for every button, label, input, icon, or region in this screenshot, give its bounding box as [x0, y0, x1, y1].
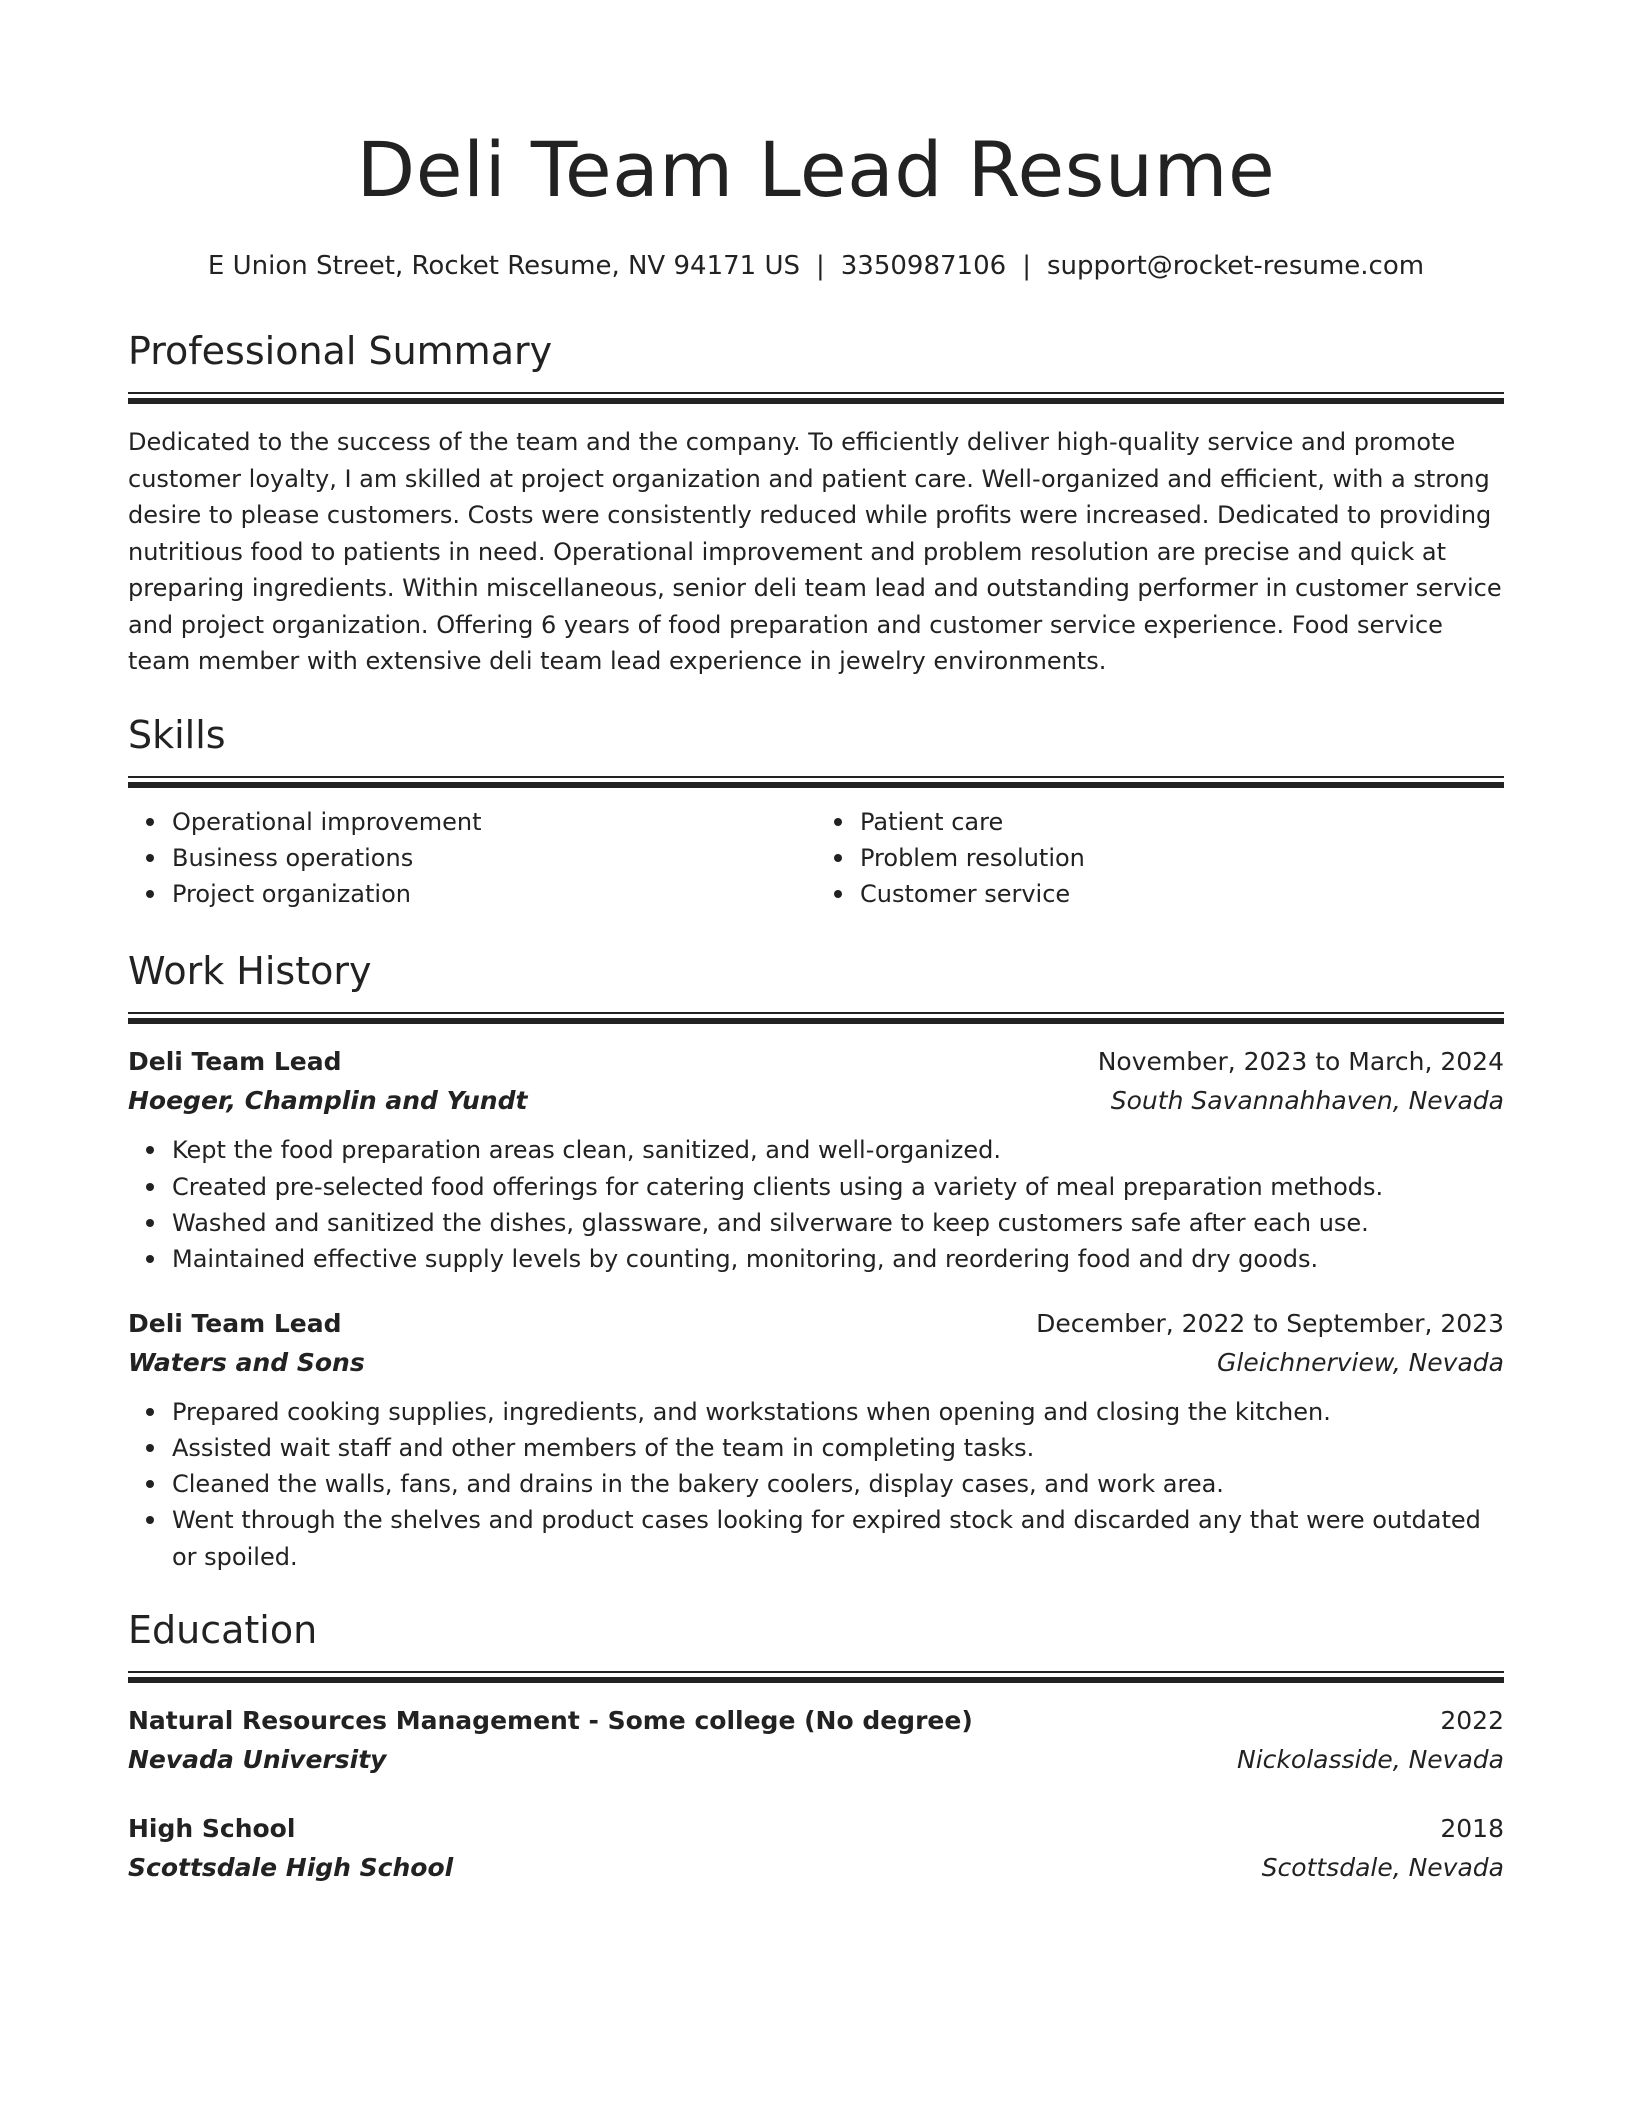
job-duty: Cleaned the walls, fans, and drains in the bakery coolers, display cases, and work area.	[172, 1466, 1504, 1502]
skill-item: Patient care	[860, 804, 1504, 840]
education-entry	[128, 1701, 1504, 1779]
skills-heading: Skills	[128, 712, 226, 757]
education-year: 2018	[1440, 1814, 1504, 1844]
contact-separator: |	[816, 251, 825, 281]
skill-item: Customer service	[860, 876, 1504, 912]
education-location: Scottsdale, Nevada	[1261, 1853, 1504, 1883]
resume-page	[128, 0, 1504, 1887]
job-title-row	[128, 1042, 1504, 1081]
skills-column-right	[816, 804, 1504, 913]
job-company: Waters and Sons	[128, 1347, 365, 1377]
education-school: Nevada University	[128, 1745, 387, 1775]
job-location: Gleichnerview, Nevada	[1217, 1347, 1504, 1377]
education-heading: Education	[128, 1608, 318, 1653]
job-duty: Went through the shelves and product cases looking for expired stock and discarded any that were outdated or spoiled.	[172, 1502, 1504, 1575]
education-entry	[128, 1809, 1504, 1887]
education-degree: Natural Resources Management - Some college (No degree)	[128, 1706, 973, 1736]
contact-line	[128, 246, 1504, 286]
job-entry	[128, 1304, 1504, 1575]
job-duties	[128, 1394, 1504, 1575]
skill-item: Project organization	[172, 876, 816, 912]
education-year: 2022	[1440, 1706, 1504, 1736]
education-location: Nickolasside, Nevada	[1237, 1745, 1504, 1775]
skills-list	[128, 804, 1504, 913]
job-duty: Kept the food preparation areas clean, sanitized, and well-organized.	[172, 1132, 1504, 1168]
job-company-row	[128, 1081, 1504, 1120]
job-title-row	[128, 1304, 1504, 1343]
section-divider	[128, 1012, 1504, 1024]
summary-text: Dedicated to the success of the team and the company. To efficiently deliver high-quality service and promote customer loyalty, I am skilled at project organization and patient care. Well-organized and efficient, with a strong desire to please customers. Costs were consistently reduced while profits were increased. Dedicated to providing nutritious food to patients in need. Operational improvement and problem resolution are precise and quick at preparing ingredients. Within miscellaneous, senior deli team lead and outstanding performer in customer service and project organization. Offering 6 years of food preparation and customer service experience. Food service team member with extensive deli team lead experience in jewelry environments.	[128, 428, 1502, 675]
skills-column-left	[128, 804, 816, 913]
education-school: Scottsdale High School	[128, 1853, 454, 1883]
job-title: Deli Team Lead	[128, 1308, 342, 1338]
skill-item: Operational improvement	[172, 804, 816, 840]
section-divider	[128, 392, 1504, 404]
job-duty: Washed and sanitized the dishes, glassware, and silverware to keep customers safe after each use.	[172, 1205, 1504, 1241]
education-degree-row	[128, 1701, 1504, 1740]
contact-separator: |	[1022, 251, 1031, 281]
job-dates: November, 2023 to March, 2024	[1097, 1047, 1504, 1077]
job-company-row	[128, 1343, 1504, 1382]
job-title: Deli Team Lead	[128, 1047, 342, 1077]
contact-phone: 3350987106	[840, 251, 1007, 281]
job-duty: Assisted wait staff and other members of the team in completing tasks.	[172, 1430, 1504, 1466]
job-entry	[128, 1042, 1504, 1277]
education-degree-row	[128, 1809, 1504, 1848]
summary-heading: Professional Summary	[128, 329, 553, 373]
section-divider	[128, 776, 1504, 788]
education-degree: High School	[128, 1814, 296, 1844]
section-divider	[128, 1671, 1504, 1683]
job-dates: December, 2022 to September, 2023	[1036, 1308, 1504, 1338]
resume-title: Deli Team Lead Resume	[356, 125, 1276, 214]
skill-item: Business operations	[172, 840, 816, 876]
job-company: Hoeger, Champlin and Yundt	[128, 1086, 528, 1116]
job-duty: Maintained effective supply levels by counting, monitoring, and reordering food and dry goods.	[172, 1241, 1504, 1277]
skill-item: Problem resolution	[860, 840, 1504, 876]
education-school-row	[128, 1848, 1504, 1887]
job-duty: Prepared cooking supplies, ingredients, and workstations when opening and closing the kitchen.	[172, 1394, 1504, 1430]
work-history-heading: Work History	[128, 949, 372, 994]
job-duty: Created pre-selected food offerings for catering clients using a variety of meal preparation methods.	[172, 1169, 1504, 1205]
job-duties	[128, 1132, 1504, 1277]
contact-email: support@rocket-resume.com	[1046, 251, 1425, 281]
education-school-row	[128, 1740, 1504, 1779]
job-location: South Savannahhaven, Nevada	[1110, 1086, 1504, 1116]
contact-address: E Union Street, Rocket Resume, NV 94171 US	[207, 251, 800, 281]
